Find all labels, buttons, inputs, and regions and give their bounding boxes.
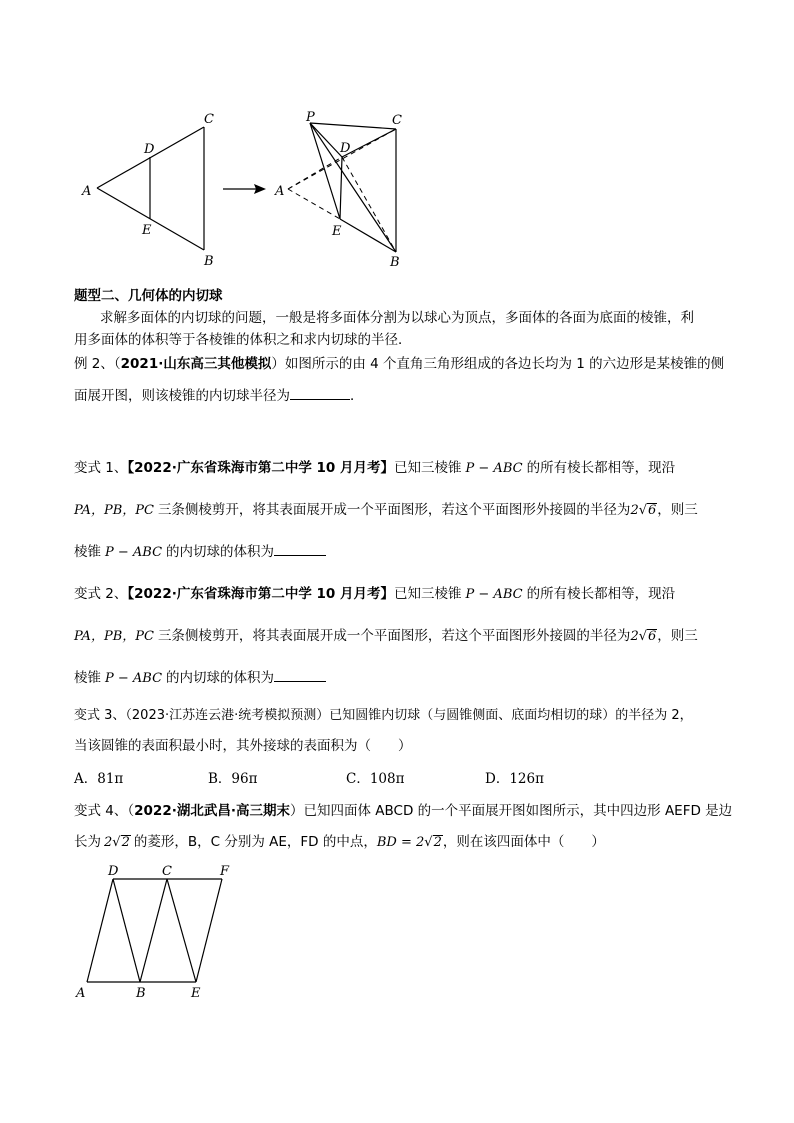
section-paragraph-line1: 求解多面体的内切球的问题，一般是将多面体分割为以球心为顶点，多面体的各面为底面的棱锥，利 [100, 310, 694, 326]
variant-2-text6: 的内切球的体积为 [166, 670, 275, 686]
example-2-source: 2021·山东高三其他模拟 [120, 356, 272, 372]
variant-4-text-c: ，则在该四面体中（ ） [442, 834, 605, 850]
variant-1-prefix: 变式 1、 [74, 460, 128, 476]
label-F: F [220, 864, 230, 879]
variant-4-text: ）已知四面体 ABCD 的一个平面展开图如图所示，其中四边形 AEFD 是边 [289, 803, 733, 819]
variant-2-pyramid: P − ABC [465, 587, 523, 602]
label-P-right: P [306, 110, 315, 125]
variant-3-option-c: C．108π [346, 771, 405, 787]
variant-4-source: 2022·湖北武昌·高三期末 [134, 803, 290, 819]
variant-1-text4: ，则三 [657, 502, 698, 518]
rhombus-net-figure [70, 860, 270, 1010]
variant-1-radius: 2√6 [630, 503, 657, 518]
variant-1-edges: PA，PB，PC [74, 503, 154, 518]
variant-4-line1 [74, 801, 732, 821]
label-B-left: B [204, 254, 214, 269]
example-2-end: ． [350, 388, 364, 404]
label-A-right: A [275, 184, 285, 199]
variant-1-source: 【2022·广东省珠海市第二中学 10 月月考】 [127, 460, 395, 476]
label-E-left: E [142, 223, 152, 238]
arrow-right-icon [223, 184, 266, 194]
example-2-line2 [74, 386, 364, 406]
section-heading: 题型二、几何体的内切球 [74, 288, 223, 304]
example-2-line1 [74, 354, 724, 374]
label-D-right: D [340, 141, 351, 156]
variant-4-side: 2√2 [104, 835, 130, 850]
example-2-prefix: 例 2、（ [74, 356, 121, 372]
variant-2-text5: 棱锥 [74, 670, 101, 686]
variant-1-line2 [74, 500, 698, 521]
answer-blank [290, 387, 350, 400]
label-E-right: E [332, 224, 342, 239]
example-2-question: 面展开图，则该棱锥的内切球半径为 [74, 388, 290, 404]
variant-4-text-a: 长为 [74, 834, 101, 850]
variant-2-text2: 的所有棱长都相等，现沿 [526, 586, 676, 602]
label-A-left: A [82, 184, 92, 199]
flat-triangle [81, 112, 214, 269]
variant-3-option-d: D．126π [485, 771, 544, 787]
label-D: D [108, 864, 119, 879]
label-C: C [162, 864, 172, 879]
variant-1-text6: 的内切球的体积为 [166, 544, 275, 560]
folded-pyramid [274, 110, 402, 270]
answer-blank [274, 669, 326, 682]
variant-3-option-b: B．96π [208, 771, 258, 787]
variant-2-line1 [74, 584, 675, 605]
section-paragraph-line2: 用多面体的体积等于各棱锥的体积之和求内切球的半径． [74, 332, 412, 348]
variant-1-line3 [74, 542, 326, 563]
label-A: A [76, 986, 86, 1001]
variant-2-text3: 三条侧棱剪开，将其表面展开成一个平面图形，若这个平面图形外接圆的半径为 [157, 628, 631, 644]
variant-1-pyramid: P − ABC [465, 461, 523, 476]
variant-3-option-a: A．81π [74, 771, 124, 787]
variant-2-text4: ，则三 [657, 628, 698, 644]
variant-2-source: 【2022·广东省珠海市第二中学 10 月月考】 [127, 586, 395, 602]
label-B: B [136, 986, 146, 1001]
variant-2-line2 [74, 626, 698, 647]
example-2-text: ）如图所示的由 4 个直角三角形组成的各边长均为 1 的六边形是某棱锥的侧 [271, 356, 725, 372]
variant-1-text3: 三条侧棱剪开，将其表面展开成一个平面图形，若这个平面图形外接圆的半径为 [157, 502, 631, 518]
variant-2-pyramid-2: P − ABC [105, 671, 163, 686]
label-E: E [191, 986, 201, 1001]
variant-3-line1: 变式 3、（2023·江苏连云港·统考模拟预测）已知圆锥内切球（与圆锥侧面、底面均相切的球）的半径为 2， [74, 708, 693, 723]
variant-1-text5: 棱锥 [74, 544, 101, 560]
variant-4-text-b: 的菱形，B，C 分别为 AE，FD 的中点， [133, 834, 377, 850]
label-B-right: B [390, 255, 400, 270]
variant-1-text2: 的所有棱长都相等，现沿 [526, 460, 676, 476]
variant-4-prefix: 变式 4、（ [74, 803, 135, 819]
variant-3-line2: 当该圆锥的表面积最小时，其外接球的表面积为（ ） [74, 738, 412, 754]
variant-2-edges: PA，PB，PC [74, 629, 154, 644]
answer-blank [274, 543, 326, 556]
label-D-left: D [144, 142, 155, 157]
variant-4-bd: BD = 2√2 [376, 835, 442, 850]
variant-2-text1: 已知三棱锥 [394, 586, 462, 602]
variant-2-radius: 2√6 [630, 629, 657, 644]
variant-1-pyramid-2: P − ABC [105, 545, 163, 560]
variant-4-line2 [74, 832, 605, 853]
label-C-right: C [392, 113, 402, 128]
folding-figure [70, 105, 430, 275]
variant-1-line1 [74, 458, 675, 479]
label-C-left: C [204, 112, 214, 127]
variant-2-prefix: 变式 2、 [74, 586, 128, 602]
variant-1-text1: 已知三棱锥 [394, 460, 462, 476]
variant-2-line3 [74, 668, 326, 689]
